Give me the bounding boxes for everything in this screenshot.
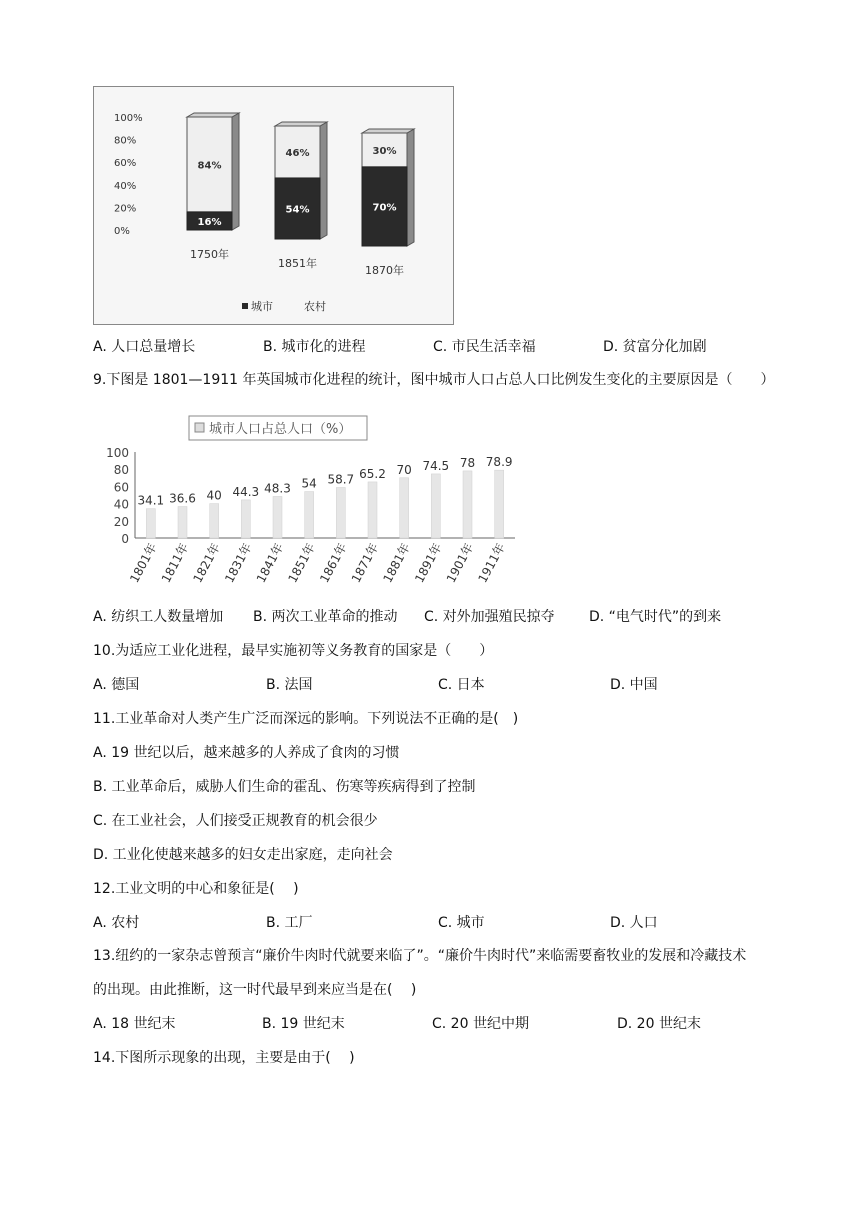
y-tick-label: 60 xyxy=(113,480,129,495)
y-tick-label: 40 xyxy=(113,497,129,512)
bar-top-face xyxy=(275,122,327,126)
bar xyxy=(431,474,440,538)
q11-option-c[interactable]: C. 在工业社会，人们接受正规教育的机会很少 xyxy=(93,813,378,829)
y-tick-label: 0% xyxy=(114,226,130,237)
q14-stem: 14.下图所示现象的出现，主要是由于( ) xyxy=(93,1050,355,1066)
x-category-label: 1750年 xyxy=(190,248,229,261)
q13-stem-line1: 13.纽约的一家杂志曾预言“廉价牛肉时代就要来临了”。“廉价牛肉时代”来临需要畜牧业的发展和冷藏技术 xyxy=(93,948,747,964)
q10-option-d[interactable]: D. 中国 xyxy=(610,677,658,693)
urban-value-label: 70% xyxy=(372,202,397,214)
q13-stem-line2: 的出现。由此推断，这一时代最早到来应当是在( ) xyxy=(93,982,417,998)
q10-option-b[interactable]: B. 法国 xyxy=(266,677,313,693)
rural-value-label: 84% xyxy=(197,160,222,172)
q12-option-d[interactable]: D. 人口 xyxy=(610,915,658,931)
bar-top-face xyxy=(187,113,239,117)
q11-stem: 11.工业革命对人类产生广泛而深远的影响。下列说法不正确的是( ) xyxy=(93,711,519,727)
q12-option-c[interactable]: C. 城市 xyxy=(438,915,485,931)
urban-value-label: 54% xyxy=(285,204,310,216)
bar xyxy=(178,507,187,538)
q12-option-a[interactable]: A. 农村 xyxy=(93,915,140,931)
x-category-label: 1901年 xyxy=(443,540,477,585)
data-label: 78 xyxy=(459,455,476,470)
q9-option-d[interactable]: D. “电气时代”的到来 xyxy=(589,609,722,625)
legend-rural-label: 农村 xyxy=(304,300,326,313)
data-label: 34.1 xyxy=(137,493,165,508)
x-category-label: 1831年 xyxy=(222,540,255,585)
data-label: 65.2 xyxy=(359,466,386,481)
q10-stem: 10.为适应工业化进程，最早实施初等义务教育的国家是（ ） xyxy=(93,643,494,659)
bar xyxy=(336,488,345,538)
rural-value-label: 30% xyxy=(372,145,397,157)
bar xyxy=(273,496,282,538)
bar xyxy=(241,500,250,538)
q10-option-a[interactable]: A. 德国 xyxy=(93,677,140,693)
x-category-label: 1871年 xyxy=(348,540,382,585)
legend-swatch xyxy=(195,423,204,432)
q9-option-a[interactable]: A. 纺织工人数量增加 xyxy=(93,609,224,625)
urban-rural-chart xyxy=(93,86,454,325)
bar-side-face xyxy=(407,129,414,246)
data-label: 48.3 xyxy=(264,481,291,496)
legend-urban-swatch xyxy=(242,303,248,309)
x-category-label: 1861年 xyxy=(317,540,350,585)
bar xyxy=(210,504,219,538)
bar-top-face xyxy=(362,129,414,133)
y-tick-label: 0 xyxy=(121,532,129,546)
q11-option-d[interactable]: D. 工业化使越来越多的妇女走出家庭，走向社会 xyxy=(93,847,393,863)
bar-side-face xyxy=(320,122,327,239)
y-tick-label: 100 xyxy=(106,446,129,460)
q13-option-c[interactable]: C. 20 世纪中期 xyxy=(432,1016,529,1032)
q11-option-b[interactable]: B. 工业革命后，威胁人们生命的霍乱、伤寒等疾病得到了控制 xyxy=(93,779,476,795)
q9-option-c[interactable]: C. 对外加强殖民掠夺 xyxy=(424,609,555,625)
y-tick-label: 100% xyxy=(114,113,143,124)
urbanization-chart xyxy=(93,406,523,594)
data-label: 40 xyxy=(206,488,222,503)
x-category-label: 1870年 xyxy=(365,264,404,277)
rural-value-label: 46% xyxy=(285,147,310,159)
x-category-label: 1911年 xyxy=(475,540,508,585)
x-category-label: 1811年 xyxy=(158,540,192,585)
q8-option-b[interactable]: B. 城市化的进程 xyxy=(263,339,366,355)
legend-urban-label: 城市 xyxy=(251,300,273,313)
q12-option-b[interactable]: B. 工厂 xyxy=(266,915,313,931)
y-tick-label: 60% xyxy=(114,158,137,170)
bar xyxy=(368,482,377,538)
x-category-label: 1841年 xyxy=(253,540,287,585)
urban-rural-chart-svg xyxy=(94,87,453,324)
data-label: 70 xyxy=(396,462,412,477)
data-label: 36.6 xyxy=(169,491,196,506)
bar xyxy=(400,478,409,538)
q8-option-d[interactable]: D. 贫富分化加剧 xyxy=(603,339,707,355)
q9-stem: 9.下图是 1801—1911 年英国城市化进程的统计，图中城市人口占总人口比例发生变化的主要原因是（ ） xyxy=(93,372,775,388)
x-category-label: 1801年 xyxy=(127,540,160,585)
bar xyxy=(463,471,472,538)
data-label: 74.5 xyxy=(422,458,450,473)
bar xyxy=(305,492,314,538)
q12-stem: 12.工业文明的中心和象征是( ) xyxy=(93,881,299,897)
q11-option-a[interactable]: A. 19 世纪以后，越来越多的人养成了食肉的习惯 xyxy=(93,745,400,761)
chart-title: 城市人口占总人口（%） xyxy=(209,422,352,437)
q8-option-a[interactable]: A. 人口总量增长 xyxy=(93,339,196,355)
y-tick-label: 40% xyxy=(114,180,137,192)
q13-option-b[interactable]: B. 19 世纪末 xyxy=(262,1016,345,1032)
q9-option-b[interactable]: B. 两次工业革命的推动 xyxy=(253,609,398,625)
x-category-label: 1891年 xyxy=(412,540,445,585)
y-tick-label: 20 xyxy=(113,514,129,529)
bar xyxy=(495,470,504,538)
q13-option-a[interactable]: A. 18 世纪末 xyxy=(93,1016,176,1032)
urban-value-label: 16% xyxy=(197,216,222,228)
x-category-label: 1851年 xyxy=(285,540,318,585)
x-category-label: 1851年 xyxy=(278,257,317,270)
q10-option-c[interactable]: C. 日本 xyxy=(438,677,485,693)
data-label: 78.9 xyxy=(485,455,513,470)
data-label: 58.7 xyxy=(327,472,355,487)
y-tick-label: 20% xyxy=(114,203,137,215)
q8-option-c[interactable]: C. 市民生活幸福 xyxy=(433,339,536,355)
bar xyxy=(146,509,155,538)
y-tick-label: 80 xyxy=(113,463,129,478)
q13-option-d[interactable]: D. 20 世纪末 xyxy=(617,1016,701,1032)
y-tick-label: 80% xyxy=(114,135,137,147)
urbanization-chart-svg xyxy=(93,406,523,594)
data-label: 44.3 xyxy=(232,484,260,499)
data-label: 54 xyxy=(301,476,317,491)
bar-side-face xyxy=(232,113,239,230)
x-category-label: 1881年 xyxy=(380,540,413,585)
x-category-label: 1821年 xyxy=(190,540,223,585)
